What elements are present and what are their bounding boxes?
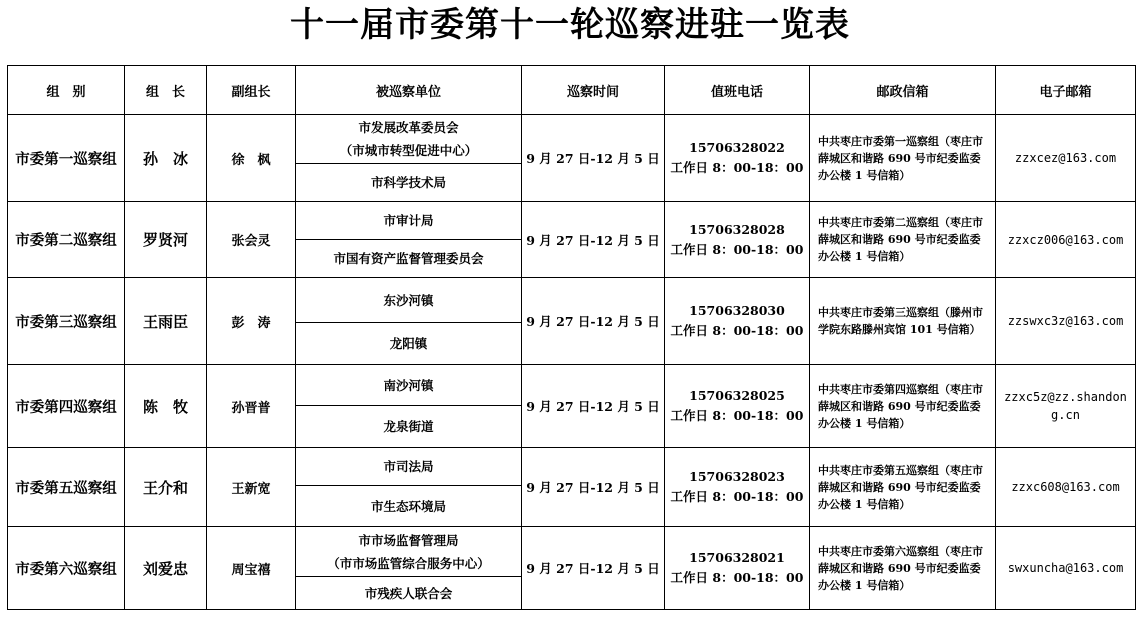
phone-number: 15706328028 <box>689 221 785 237</box>
leader-name: 王介和 <box>125 448 207 527</box>
page-title: 十一届市委第十一轮巡察进驻一览表 <box>290 5 850 45</box>
group-name: 市委第四巡察组 <box>8 365 125 448</box>
unit-line: 市国有资产监督管理委员会 <box>333 251 484 266</box>
duty-phone <box>665 278 810 365</box>
phone-number: 15706328030 <box>689 303 785 318</box>
inspection-time: 9 月 27 日-12 月 5 日 <box>522 365 665 448</box>
email-address: zzxc608@163.com <box>996 448 1136 527</box>
inspected-unit <box>296 406 522 448</box>
header-phone: 值班电话 <box>665 66 810 115</box>
duty-hours: 工作日 8：00-18：00 <box>670 323 804 338</box>
email-address: zzxcz006@163.com <box>996 202 1136 278</box>
group-name: 市委第二巡察组 <box>8 202 125 278</box>
table-row <box>8 365 1136 406</box>
table-row <box>8 448 1136 486</box>
email-address: zzswxc3z@163.com <box>996 278 1136 365</box>
group-name: 市委第六巡察组 <box>8 527 125 610</box>
email-address: zzxcez@163.com <box>996 115 1136 202</box>
inspected-unit <box>296 365 522 406</box>
unit-line: （市城市转型促进中心） <box>339 143 478 158</box>
group-name: 市委第一巡察组 <box>8 115 125 202</box>
duty-hours: 工作日 8：00-18：00 <box>670 489 804 504</box>
unit-line: 东沙河镇 <box>383 292 434 308</box>
unit-line: （市市场监管综合服务中心） <box>327 555 490 571</box>
deputy-name: 周宝禧 <box>207 527 296 610</box>
inspected-unit <box>296 202 522 240</box>
inspection-table <box>7 65 1136 610</box>
table-header-row <box>8 66 1136 115</box>
table-row <box>8 278 1136 323</box>
phone-number: 15706328025 <box>689 388 785 403</box>
group-name: 市委第三巡察组 <box>8 278 125 365</box>
inspected-unit <box>296 448 522 486</box>
inspected-unit <box>296 115 522 164</box>
inspected-unit <box>296 240 522 278</box>
header-deputy: 副组长 <box>207 66 296 115</box>
unit-line: 市发展改革委员会 <box>358 120 459 135</box>
inspection-time: 9 月 27 日-12 月 5 日 <box>522 527 665 610</box>
header-leader: 组 长 <box>125 66 207 115</box>
leader-name: 王雨臣 <box>125 278 207 365</box>
unit-line: 市科学技术局 <box>370 175 446 190</box>
unit-line: 龙泉街道 <box>383 419 434 434</box>
unit-line: 市生态环境局 <box>370 498 446 514</box>
deputy-name: 徐 枫 <box>207 115 296 202</box>
phone-number: 15706328021 <box>689 550 785 565</box>
duty-hours: 工作日 8：00-18：00 <box>670 570 804 585</box>
postal-mailbox: 中共枣庄市委第一巡察组（枣庄市薛城区和谐路 690 号市纪委监委办公楼 1 号信箱） <box>810 115 996 202</box>
deputy-name: 孙晋普 <box>207 365 296 448</box>
unit-line: 市市场监督管理局 <box>358 532 459 548</box>
inspection-time: 9 月 27 日-12 月 5 日 <box>522 202 665 278</box>
leader-name: 刘爱忠 <box>125 527 207 610</box>
inspected-unit <box>296 278 522 323</box>
leader-name: 孙 冰 <box>125 115 207 202</box>
inspection-time: 9 月 27 日-12 月 5 日 <box>522 115 665 202</box>
duty-phone <box>665 365 810 448</box>
inspected-unit <box>296 323 522 365</box>
phone-number: 15706328023 <box>689 469 785 484</box>
duty-phone <box>665 115 810 202</box>
inspected-unit <box>296 486 522 527</box>
postal-mailbox: 中共枣庄市委第四巡察组（枣庄市薛城区和谐路 690 号市纪委监委办公楼 1 号信箱） <box>810 365 996 448</box>
group-name: 市委第五巡察组 <box>8 448 125 527</box>
postal-mailbox: 中共枣庄市委第三巡察组（滕州市学院东路滕州宾馆 101 号信箱） <box>810 278 996 365</box>
deputy-name: 王新宽 <box>207 448 296 527</box>
table-row <box>8 202 1136 240</box>
header-email: 电子邮箱 <box>996 66 1136 115</box>
email-address: swxuncha@163.com <box>996 527 1136 610</box>
inspected-unit <box>296 164 522 202</box>
inspected-unit <box>296 577 522 610</box>
unit-line: 市残疾人联合会 <box>364 585 453 601</box>
postal-mailbox: 中共枣庄市委第五巡察组（枣庄市薛城区和谐路 690 号市纪委监委办公楼 1 号信箱） <box>810 448 996 527</box>
duty-hours: 工作日 8：00-18：00 <box>670 241 804 257</box>
postal-mailbox: 中共枣庄市委第二巡察组（枣庄市薛城区和谐路 690 号市纪委监委办公楼 1 号信箱） <box>810 202 996 278</box>
header-time: 巡察时间 <box>522 66 665 115</box>
table-row <box>8 115 1136 164</box>
postal-mailbox: 中共枣庄市委第六巡察组（枣庄市薛城区和谐路 690 号市纪委监委办公楼 1 号信箱） <box>810 527 996 610</box>
unit-line: 龙阳镇 <box>389 336 428 351</box>
duty-hours: 工作日 8：00-18：00 <box>670 408 804 423</box>
header-mailbox: 邮政信箱 <box>810 66 996 115</box>
phone-number: 15706328022 <box>689 140 785 155</box>
inspection-time: 9 月 27 日-12 月 5 日 <box>522 448 665 527</box>
email-address: zzxc5z@zz.shandong.cn <box>996 365 1136 448</box>
header-group: 组 别 <box>8 66 125 115</box>
leader-name: 罗贤河 <box>125 202 207 278</box>
deputy-name: 张会灵 <box>207 202 296 278</box>
duty-hours: 工作日 8：00-18：00 <box>670 160 804 175</box>
leader-name: 陈 牧 <box>125 365 207 448</box>
inspection-time: 9 月 27 日-12 月 5 日 <box>522 278 665 365</box>
unit-line: 市司法局 <box>383 459 434 474</box>
inspected-unit <box>296 527 522 577</box>
unit-line: 市审计局 <box>383 213 434 228</box>
header-unit: 被巡察单位 <box>296 66 522 115</box>
duty-phone <box>665 448 810 527</box>
table-row <box>8 527 1136 577</box>
duty-phone <box>665 202 810 278</box>
unit-line: 南沙河镇 <box>383 377 434 393</box>
deputy-name: 彭 涛 <box>207 278 296 365</box>
duty-phone <box>665 527 810 610</box>
